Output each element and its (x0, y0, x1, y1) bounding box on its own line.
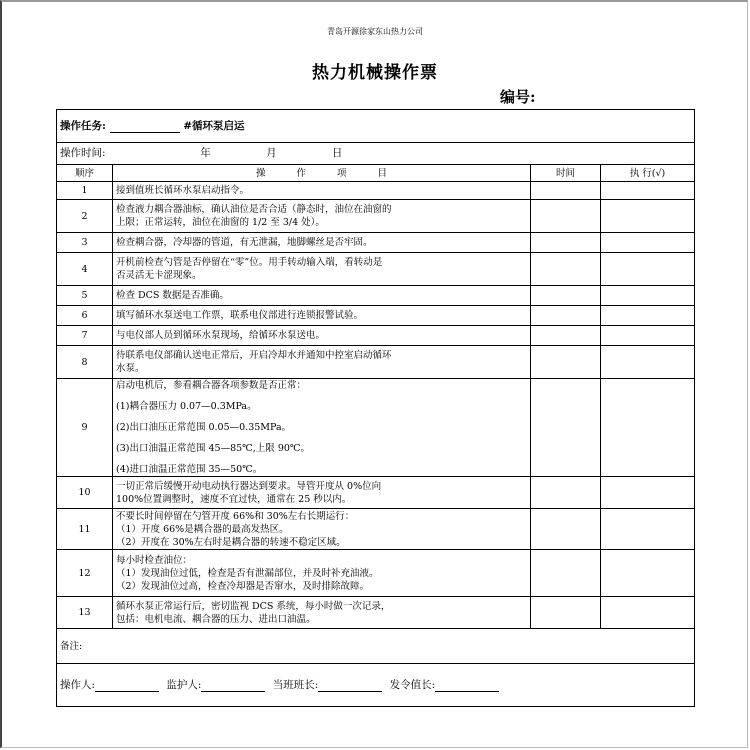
step-line: (1)耦合器压力 0.07—0.3MPa。 (116, 401, 257, 412)
step-line: 接到值班长循环水泵启动指令。 (116, 185, 250, 196)
step-number: 10 (57, 477, 113, 509)
step-line: 与电仪部人员到循环水泵现场，给循环水泵送电。 (116, 330, 326, 341)
step-time-cell[interactable] (531, 379, 601, 477)
step-description (113, 200, 531, 233)
step-line: 100%位置调整时，速度不宜过快，通常在 25 秒以内。 (116, 493, 352, 505)
step-exec-cell[interactable] (601, 379, 695, 477)
step-row (57, 200, 695, 233)
step-number: 12 (57, 550, 113, 597)
step-line: 循环水泵正常运行后，密切监视 DCS 系统，每小时做一次记录， (116, 600, 391, 612)
step-exec-cell[interactable] (601, 253, 695, 286)
step-line: （1）发现油位过低，检查是否有泄漏部位，并及时补充油液。 (116, 567, 379, 579)
header-seq: 顺序 (57, 165, 113, 182)
step-description (113, 379, 531, 477)
step-line: 检查 DCS 数据是否准确。 (116, 290, 229, 301)
step-time-cell[interactable] (531, 306, 601, 326)
step-time-cell[interactable] (531, 346, 601, 379)
step-line: 包括：电机电流、耦合器的压力、进出口油温。 (116, 613, 316, 625)
step-number: 3 (57, 233, 113, 253)
header-exec: 执 行(√) (601, 165, 695, 182)
step-exec-cell[interactable] (601, 233, 695, 253)
signature-row (57, 664, 695, 707)
step-exec-cell[interactable] (601, 306, 695, 326)
step-line: 不要长时间停留在勺管开度 66%和 30%左右长期运行： (116, 510, 355, 522)
step-description (113, 509, 531, 550)
supervisor-field[interactable] (201, 681, 265, 692)
step-description (113, 326, 531, 346)
step-number: 9 (57, 379, 113, 477)
step-description (113, 233, 531, 253)
task-label: 操作任务: (60, 119, 106, 132)
supervisor-label: 监护人: (166, 678, 202, 691)
step-time-cell[interactable] (531, 326, 601, 346)
step-description (113, 550, 531, 597)
company-name: 青岛开源徐家东山热力公司 (327, 27, 423, 36)
header-row (57, 165, 695, 182)
day-label: 日 (331, 147, 343, 159)
step-description (113, 253, 531, 286)
step-exec-cell[interactable] (601, 346, 695, 379)
step-row (57, 597, 695, 629)
step-row (57, 233, 695, 253)
step-line: 检查液力耦合器油标，确认油位是否合适（静态时，油位在油窗的 (116, 204, 392, 215)
step-number: 11 (57, 509, 113, 550)
step-time-cell[interactable] (531, 233, 601, 253)
step-number: 1 (57, 182, 113, 200)
step-row (57, 182, 695, 200)
month-label: 月 (266, 147, 277, 159)
step-time-cell[interactable] (531, 597, 601, 629)
step-number: 6 (57, 306, 113, 326)
header-item: 操 作 项 目 (113, 165, 531, 182)
step-time-cell[interactable] (531, 253, 601, 286)
step-description (113, 597, 531, 629)
number-label: 编号: (500, 88, 536, 106)
step-number: 7 (57, 326, 113, 346)
step-description (113, 306, 531, 326)
step-line: 检查耦合器，冷却器的管道，有无泄漏，地脚螺丝是否牢固。 (116, 237, 373, 248)
shift-leader-label: 当班班长: (272, 678, 319, 691)
step-line: 否灵活无卡涩现象。 (116, 270, 202, 281)
step-line: 一切正常后缓慢开动电动执行器达到要求。导管开度从 0%位向 (116, 480, 382, 492)
step-row (57, 326, 695, 346)
step-time-cell[interactable] (531, 550, 601, 597)
step-row (57, 509, 695, 550)
task-row (57, 110, 695, 143)
step-number: 4 (57, 253, 113, 286)
step-time-cell[interactable] (531, 182, 601, 200)
header-time: 时间 (531, 165, 601, 182)
step-line: （2）开度在 30%左右时是耦合器的转速不稳定区域。 (116, 536, 346, 548)
step-line: 开机前检查勺管是否停留在“零”位。用手转动输入端，看转动是 (116, 257, 383, 268)
step-exec-cell[interactable] (601, 326, 695, 346)
step-description (113, 346, 531, 379)
step-line: (2)出口油压正常范围 0.05—0.35MPa。 (116, 422, 292, 433)
step-exec-cell[interactable] (601, 509, 695, 550)
shift-leader-field[interactable] (318, 681, 382, 692)
step-description (113, 286, 531, 306)
time-row (57, 143, 695, 165)
step-line: 上限；正常运转，油位在油窗的 1/2 至 3/4 处）。 (116, 217, 325, 228)
step-exec-cell[interactable] (601, 286, 695, 306)
step-row (57, 379, 695, 477)
order-giver-field[interactable] (435, 681, 499, 692)
step-number: 5 (57, 286, 113, 306)
step-exec-cell[interactable] (601, 182, 695, 200)
step-line: 待联系电仪部确认送电正常后，开启冷却水并通知中控室启动循环 (116, 350, 392, 361)
step-time-cell[interactable] (531, 200, 601, 233)
step-number: 13 (57, 597, 113, 629)
operation-ticket-table (56, 109, 695, 707)
step-line: (3)出口油温正常范围 45—85℃,上限 90℃。 (116, 443, 311, 454)
step-row (57, 346, 695, 379)
step-description (113, 477, 531, 509)
step-row (57, 253, 695, 286)
step-exec-cell[interactable] (601, 477, 695, 509)
step-line: (4)进口油温正常范围 35—50℃。 (116, 464, 263, 475)
step-line: 填写循环水泵送电工作票，联系电仪部进行连锁报警试验。 (116, 310, 364, 321)
task-value: #循环泵启运 (183, 119, 245, 132)
step-row (57, 550, 695, 597)
step-number: 8 (57, 346, 113, 379)
step-line: （2）发现油位过高，检查冷却器是否窜水，及时排除故障。 (116, 580, 370, 592)
step-line: （1）开度 66%是耦合器的最高发热区。 (116, 523, 289, 535)
order-giver-label: 发令值长: (389, 678, 436, 691)
step-exec-cell[interactable] (601, 597, 695, 629)
step-row (57, 286, 695, 306)
step-description (113, 182, 531, 200)
step-line: 启动电机后，参看耦合器各项参数是否正常： (116, 380, 307, 391)
form-title: 热力机械操作票 (312, 63, 438, 83)
step-number: 2 (57, 200, 113, 233)
task-blank[interactable] (110, 122, 180, 133)
notes-row (57, 629, 695, 664)
step-row (57, 477, 695, 509)
notes-label: 备注: (60, 640, 83, 652)
year-label: 年 (200, 147, 211, 159)
step-row (57, 306, 695, 326)
time-label: 操作时间: (60, 147, 106, 159)
step-time-cell[interactable] (531, 477, 601, 509)
step-time-cell[interactable] (531, 286, 601, 306)
step-exec-cell[interactable] (601, 200, 695, 233)
step-line: 水泵。 (116, 363, 145, 374)
step-line: 每小时检查油位： (116, 554, 193, 566)
operator-field[interactable] (95, 681, 159, 692)
step-time-cell[interactable] (531, 509, 601, 550)
operator-label: 操作人: (60, 678, 96, 691)
step-exec-cell[interactable] (601, 550, 695, 597)
